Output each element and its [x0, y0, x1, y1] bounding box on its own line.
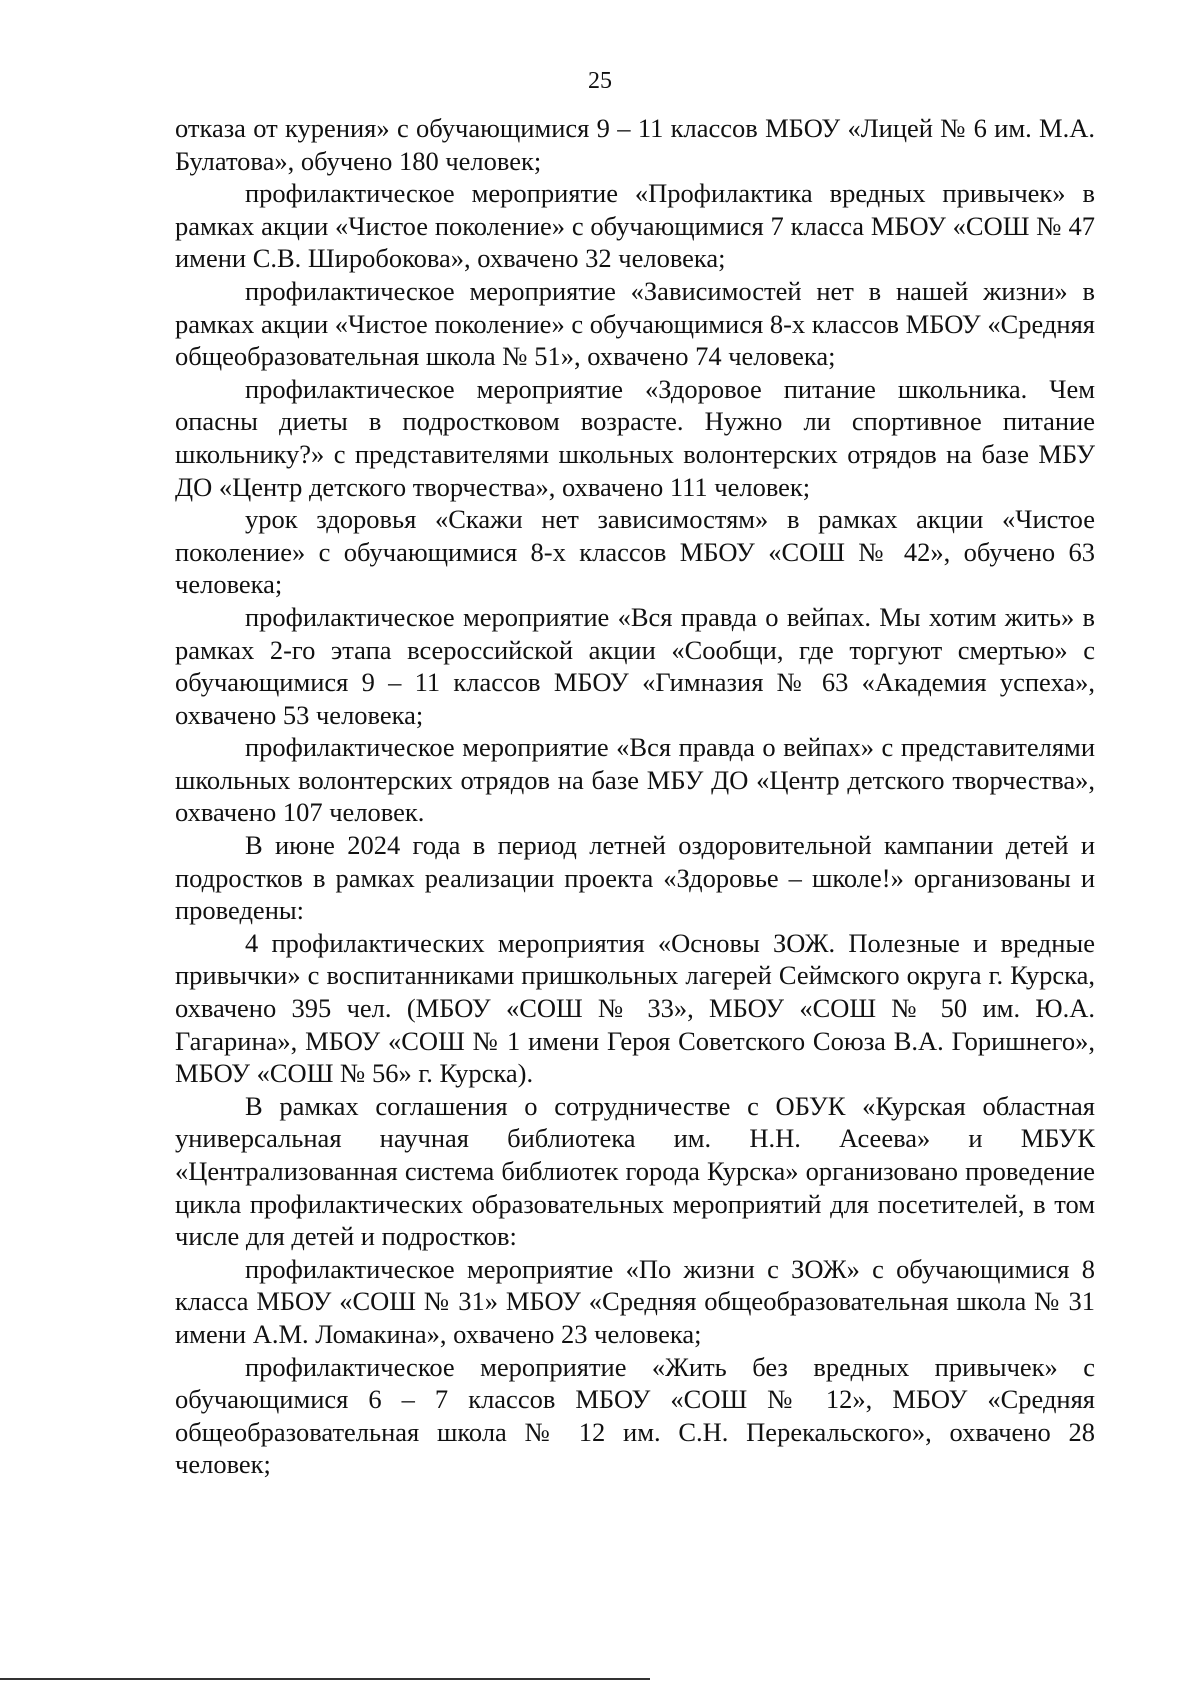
- document-body: [175, 112, 1095, 1481]
- paragraph: профилактическое мероприятие «Профилактика вредных привычек» в рамках акции «Чистое поколение» с обучающимися 7 класса МБОУ «СОШ № 47 имени С.В. Широбокова», охвачено 32 человека;: [175, 178, 1095, 274]
- scan-edge-line: [0, 1678, 650, 1680]
- paragraph: урок здоровья «Скажи нет зависимостям» в рамках акции «Чистое поколение» с обучающимися 8-х классов МБОУ «СОШ № 42», обучено 63 человека;: [175, 504, 1095, 600]
- paragraph: В рамках соглашения о сотрудничестве с ОБУК «Курская областная универсальная научная библиотека им. Н.Н. Асеева» и МБУК «Централизованная система библиотек города Курска» организовано проведение цикла профилактических образовательных мероприятий для посетителей, в том числе для детей и подростков:: [175, 1090, 1095, 1252]
- paragraph: профилактическое мероприятие «Вся правда о вейпах» с представителями школьных волонтерских отрядов на базе МБУ ДО «Центр детского творчества», охвачено 107 человек.: [175, 732, 1095, 828]
- paragraph: 4 профилактических мероприятия «Основы ЗОЖ. Полезные и вредные привычки» с воспитанниками пришкольных лагерей Сеймского округа г. Курска, охвачено 395 чел. (МБОУ «СОШ № 33», МБОУ «СОШ № 50 им. Ю.А. Гагарина», МБОУ «СОШ № 1 имени Героя Советского Союза В.А. Горишнего», МБОУ «СОШ № 56» г. Курска).: [175, 927, 1095, 1089]
- paragraph: профилактическое мероприятие «Вся правда о вейпах. Мы хотим жить» в рамках 2-го этапа всероссийской акции «Сообщи, где торгуют смертью» с обучающимися 9 – 11 классов МБОУ «Гимназия № 63 «Академия успеха», охвачено 53 человека;: [175, 601, 1095, 730]
- paragraph: профилактическое мероприятие «Здоровое питание школьника. Чем опасны диеты в подростковом возрасте. Нужно ли спортивное питание школьнику?» с представителями школьных волонтерских отрядов на базе МБУ ДО «Центр детского творчества», охвачено 111 человек;: [175, 373, 1095, 502]
- paragraph: В июне 2024 года в период летней оздоровительной кампании детей и подростков в рамках реализации проекта «Здоровье – школе!» организованы и проведены:: [175, 830, 1095, 926]
- paragraph: отказа от курения» с обучающимися 9 – 11 классов МБОУ «Лицей № 6 им. М.А. Булатова», обучено 180 человек;: [175, 113, 1095, 176]
- paragraph: профилактическое мероприятие «Зависимостей нет в нашей жизни» в рамках акции «Чистое поколение» с обучающимися 8-х классов МБОУ «Средняя общеобразовательная школа № 51», охвачено 74 человека;: [175, 275, 1095, 372]
- paragraph: профилактическое мероприятие «По жизни с ЗОЖ» с обучающимися 8 класса МБОУ «СОШ № 31» МБОУ «Средняя общеобразовательная школа № 31 имени А.М. Ломакина», охвачено 23 человека;: [175, 1253, 1095, 1349]
- paragraph: профилактическое мероприятие «Жить без вредных привычек» с обучающимися 6 – 7 классов МБОУ «СОШ № 12», МБОУ «Средняя общеобразовательная школа № 12 им. С.Н. Перекальского», охвачено 28 человек;: [175, 1351, 1095, 1480]
- page-number: 25: [588, 68, 612, 94]
